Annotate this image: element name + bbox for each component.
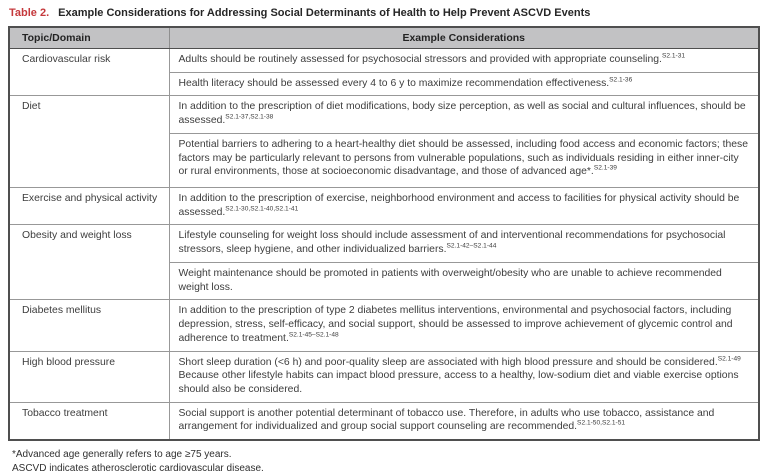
table-row — [9, 49, 759, 73]
reference-superscript: S2.1-37,S2.1-38 — [225, 113, 274, 121]
consideration-cell — [169, 300, 759, 351]
consideration-text: Adults should be routinely assessed for psychosocial stressors and provided with appropriate counseling. — [178, 54, 662, 65]
consideration-cell — [169, 96, 759, 133]
topic-cell-diet — [9, 96, 169, 187]
table-row — [9, 351, 759, 402]
consideration-cell — [169, 351, 759, 402]
title-text: Example Considerations for Addressing Social Determinants of Health to Help Prevent ASCVD Events — [58, 7, 591, 19]
topic-cell-exercise — [9, 187, 169, 224]
consideration-cell — [169, 133, 759, 187]
consideration-cell — [169, 49, 759, 73]
considerations-table — [8, 26, 760, 441]
topic-cell-cardiovascular-risk — [9, 49, 169, 96]
reference-superscript: S2.1-36 — [609, 76, 633, 84]
consideration-text: In addition to the prescription of exercise, neighborhood environment and access to facilities for physical activity should be assessed. — [178, 192, 740, 218]
consideration-cell — [169, 225, 759, 262]
table-row — [9, 225, 759, 262]
topic-label: Cardiovascular risk — [22, 54, 111, 65]
header-cell-topic: Topic/Domain — [9, 27, 169, 49]
footnote-advanced-age: *Advanced age generally refers to age ≥75 years. — [12, 449, 232, 461]
topic-label: Obesity and weight loss — [22, 230, 132, 242]
consideration-text: Social support is another potential determinant of tobacco use. Therefore, in adults who use tobacco, assistance and arrangement for individualized and group social support counseling are recommended. — [178, 407, 715, 433]
reference-superscript: S2.1-39 — [593, 164, 617, 172]
table-number: Table 2. — [9, 7, 50, 19]
consideration-text: In addition to the prescription of diet modifications, body size perception, as well as social and cultural influences, should be assessed. — [178, 101, 746, 127]
reference-superscript: S2.1-42–S2.1-44 — [446, 242, 497, 250]
consideration-text: In addition to the prescription of type 2 diabetes mellitus interventions, environmental and psychosocial factors, including depression, stress, self-efficacy, and social support, should be assessed to improve achievement of glycemic control and adherence to treatment. — [178, 305, 733, 344]
topic-cell-diabetes — [9, 300, 169, 351]
consideration-text: Short sleep duration (<6 h) and poor-quality sleep are associated with high blood pressure and should be considered. — [178, 356, 718, 368]
table-row — [9, 402, 759, 440]
footnotes — [8, 448, 760, 475]
reference-superscript: S2.1-49 — [717, 355, 741, 363]
header-cell-considerations: Example Considerations — [169, 27, 759, 49]
consideration-cell — [169, 402, 759, 440]
topic-cell-obesity — [9, 225, 169, 300]
reference-superscript: S2.1-50,S2.1-51 — [577, 420, 626, 428]
topic-label: Tobacco treatment — [22, 407, 108, 419]
consideration-text: Lifestyle counseling for weight loss should include assessment of and interventional recommendations for psychosocial stressors, sleep hygiene, and other individualized barriers. — [178, 230, 726, 256]
topic-label: Diabetes mellitus — [22, 305, 102, 317]
topic-cell-tobacco — [9, 402, 169, 440]
topic-label: Exercise and physical activity — [22, 192, 158, 204]
consideration-text: Weight maintenance should be promoted in patients with overweight/obesity who are unable to achieve recommended weight loss. — [178, 267, 722, 293]
table-title — [9, 7, 760, 19]
consideration-text-cont: Because other lifestyle habits can impact blood pressure, access to a healthy, low-sodium diet and viable exercise options should also be considered. — [178, 370, 739, 396]
topic-label: Diet — [22, 101, 41, 113]
header-row — [9, 27, 759, 49]
reference-superscript: S2.1-45–S2.1-48 — [288, 331, 339, 339]
reference-superscript: S2.1-30,S2.1-40,S2.1-41 — [225, 205, 299, 213]
consideration-cell — [169, 262, 759, 299]
table-row — [9, 300, 759, 351]
consideration-cell — [169, 72, 759, 96]
table-row — [9, 96, 759, 133]
table-row — [9, 187, 759, 224]
consideration-cell — [169, 187, 759, 224]
reference-superscript: S2.1-31 — [661, 52, 686, 60]
topic-cell-high-blood-pressure — [9, 351, 169, 402]
consideration-text: Potential barriers to adhering to a heart-healthy diet should be assessed, including food access and economic factors; these factors may be particularly relevant to persons from vulnerable populations, such as individuals residing in either inner-city or rural environments, those at socioeconomic disadvantage, and those of advanced age*. — [178, 138, 749, 178]
topic-label: High blood pressure — [22, 356, 115, 368]
consideration-text: Health literacy should be assessed every 4 to 6 y to maximize recommendation effectiveness. — [178, 77, 610, 89]
footnote-ascvd-definition: ASCVD indicates atherosclerotic cardiovascular disease. — [12, 462, 264, 474]
